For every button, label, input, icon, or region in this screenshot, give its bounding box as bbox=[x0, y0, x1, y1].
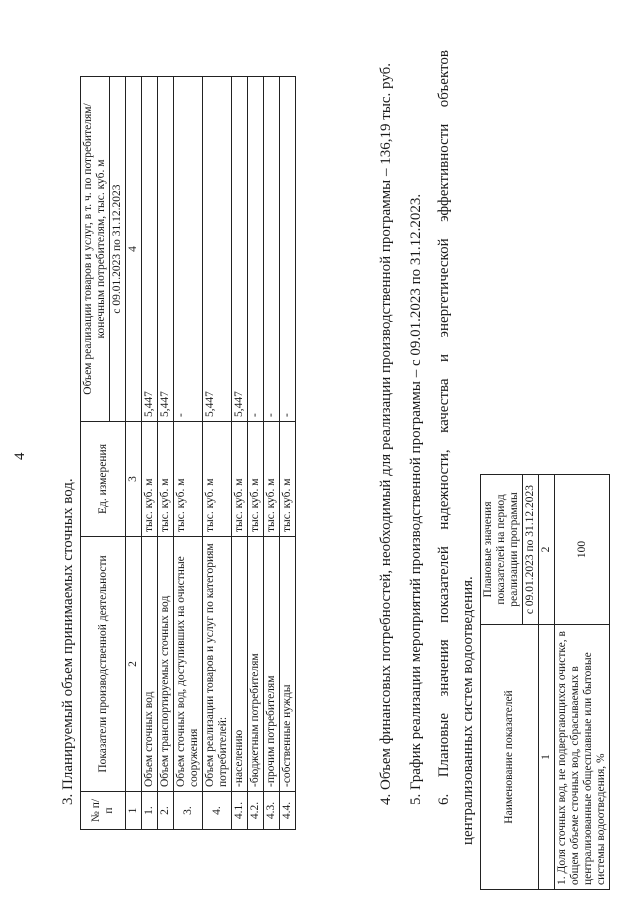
table-row bbox=[555, 475, 610, 890]
row-name: Объем сточных вод bbox=[142, 537, 158, 792]
table-row bbox=[280, 77, 296, 830]
row-name: 1. Доля сточных вод, не подвергающихся очистке, в общем объеме сточных вод, сбрасываемых в централизованные общесплавные или бытовые системы водоотведения, % bbox=[555, 625, 610, 890]
header-indicators: Показатели производственной деятельности bbox=[81, 537, 126, 792]
col-index: 1 bbox=[539, 625, 555, 890]
header-period: с 09.01.2023 по 31.12.2023 bbox=[523, 475, 539, 625]
row-name: Объем реализации товаров и услуг по категориям потребителей: bbox=[203, 537, 232, 792]
row-value: 5,447 bbox=[203, 77, 232, 422]
section-4-text: 4. Объем финансовых потребностей, необходимый для реализации производственной программы – 136,19 тыс. руб. bbox=[378, 62, 394, 805]
header-period: с 09.01.2023 по 31.12.2023 bbox=[110, 77, 126, 422]
table-row bbox=[203, 77, 232, 830]
col-index: 3 bbox=[126, 422, 142, 537]
row-value: 5,447 bbox=[142, 77, 158, 422]
header-volume: Объем реализации товаров и услуг, в т. ч. по потребителям/ конечным потребителям, тыс. куб. м bbox=[81, 77, 110, 422]
row-number: 4. bbox=[203, 792, 232, 830]
header-unit: Ед. измерения bbox=[81, 422, 126, 537]
row-unit: тыс. куб. м bbox=[142, 422, 158, 537]
row-value: 5,447 bbox=[232, 77, 248, 422]
header-number: № п/п bbox=[81, 792, 126, 830]
row-number: 4.3. bbox=[264, 792, 280, 830]
row-name: -населению bbox=[232, 537, 248, 792]
section-5-text: 5. График реализации мероприятий производственной программы – с 09.01.2023 по 31.12.2023. bbox=[408, 193, 424, 805]
column-number-row bbox=[539, 475, 555, 890]
column-number-row bbox=[126, 77, 142, 830]
row-value: 5,447 bbox=[158, 77, 174, 422]
row-value: - bbox=[174, 77, 203, 422]
planned-volume-table bbox=[80, 76, 296, 830]
row-number: 3. bbox=[174, 792, 203, 830]
row-number: 2. bbox=[158, 792, 174, 830]
table-row bbox=[142, 77, 158, 830]
row-name: Объем сточных вод, доступивших на очистные сооружения bbox=[174, 537, 203, 792]
header-indicator-name: Наименование показателей bbox=[481, 625, 539, 890]
row-unit: тыс. куб. м bbox=[174, 422, 203, 537]
header-row bbox=[81, 77, 110, 830]
col-index: 2 bbox=[126, 537, 142, 792]
section-6-text-line2: централизованных систем водоотведения. bbox=[460, 576, 476, 845]
row-value: - bbox=[280, 77, 296, 422]
row-name: Объем транспортируемых сточных вод bbox=[158, 537, 174, 792]
page-number: 4 bbox=[12, 452, 28, 460]
row-unit: тыс. куб. м bbox=[264, 422, 280, 537]
header-row bbox=[481, 475, 523, 890]
section-6-text-line1: 6. Плановые значения показателей надежности, качества и энергетической эффективности объектов bbox=[436, 50, 452, 805]
row-number: 4.1. bbox=[232, 792, 248, 830]
table-row bbox=[264, 77, 280, 830]
row-value: - bbox=[264, 77, 280, 422]
col-index: 2 bbox=[539, 475, 555, 625]
row-value: - bbox=[248, 77, 264, 422]
row-name: -собственные нужды bbox=[280, 537, 296, 792]
row-number: 4.4. bbox=[280, 792, 296, 830]
table-row bbox=[174, 77, 203, 830]
row-name: -прочим потребителям bbox=[264, 537, 280, 792]
section-3-heading: 3. Планируемый объем принимаемых сточных вод. bbox=[60, 478, 76, 805]
row-unit: тыс. куб. м bbox=[158, 422, 174, 537]
row-unit: тыс. куб. м bbox=[203, 422, 232, 537]
row-unit: тыс. куб. м bbox=[280, 422, 296, 537]
header-planned-values: Плановые значения показателей на период реализации программы bbox=[481, 475, 523, 625]
row-number: 4.2. bbox=[248, 792, 264, 830]
col-index: 1 bbox=[126, 792, 142, 830]
col-index: 4 bbox=[126, 77, 142, 422]
row-unit: тыс. куб. м bbox=[232, 422, 248, 537]
reliability-indicators-table bbox=[480, 474, 610, 890]
table-row bbox=[232, 77, 248, 830]
row-number: 1. bbox=[142, 792, 158, 830]
table-row bbox=[248, 77, 264, 830]
row-name: -бюджетным потребителям bbox=[248, 537, 264, 792]
row-unit: тыс. куб. м bbox=[248, 422, 264, 537]
table-row bbox=[158, 77, 174, 830]
row-value: 100 bbox=[555, 475, 610, 625]
